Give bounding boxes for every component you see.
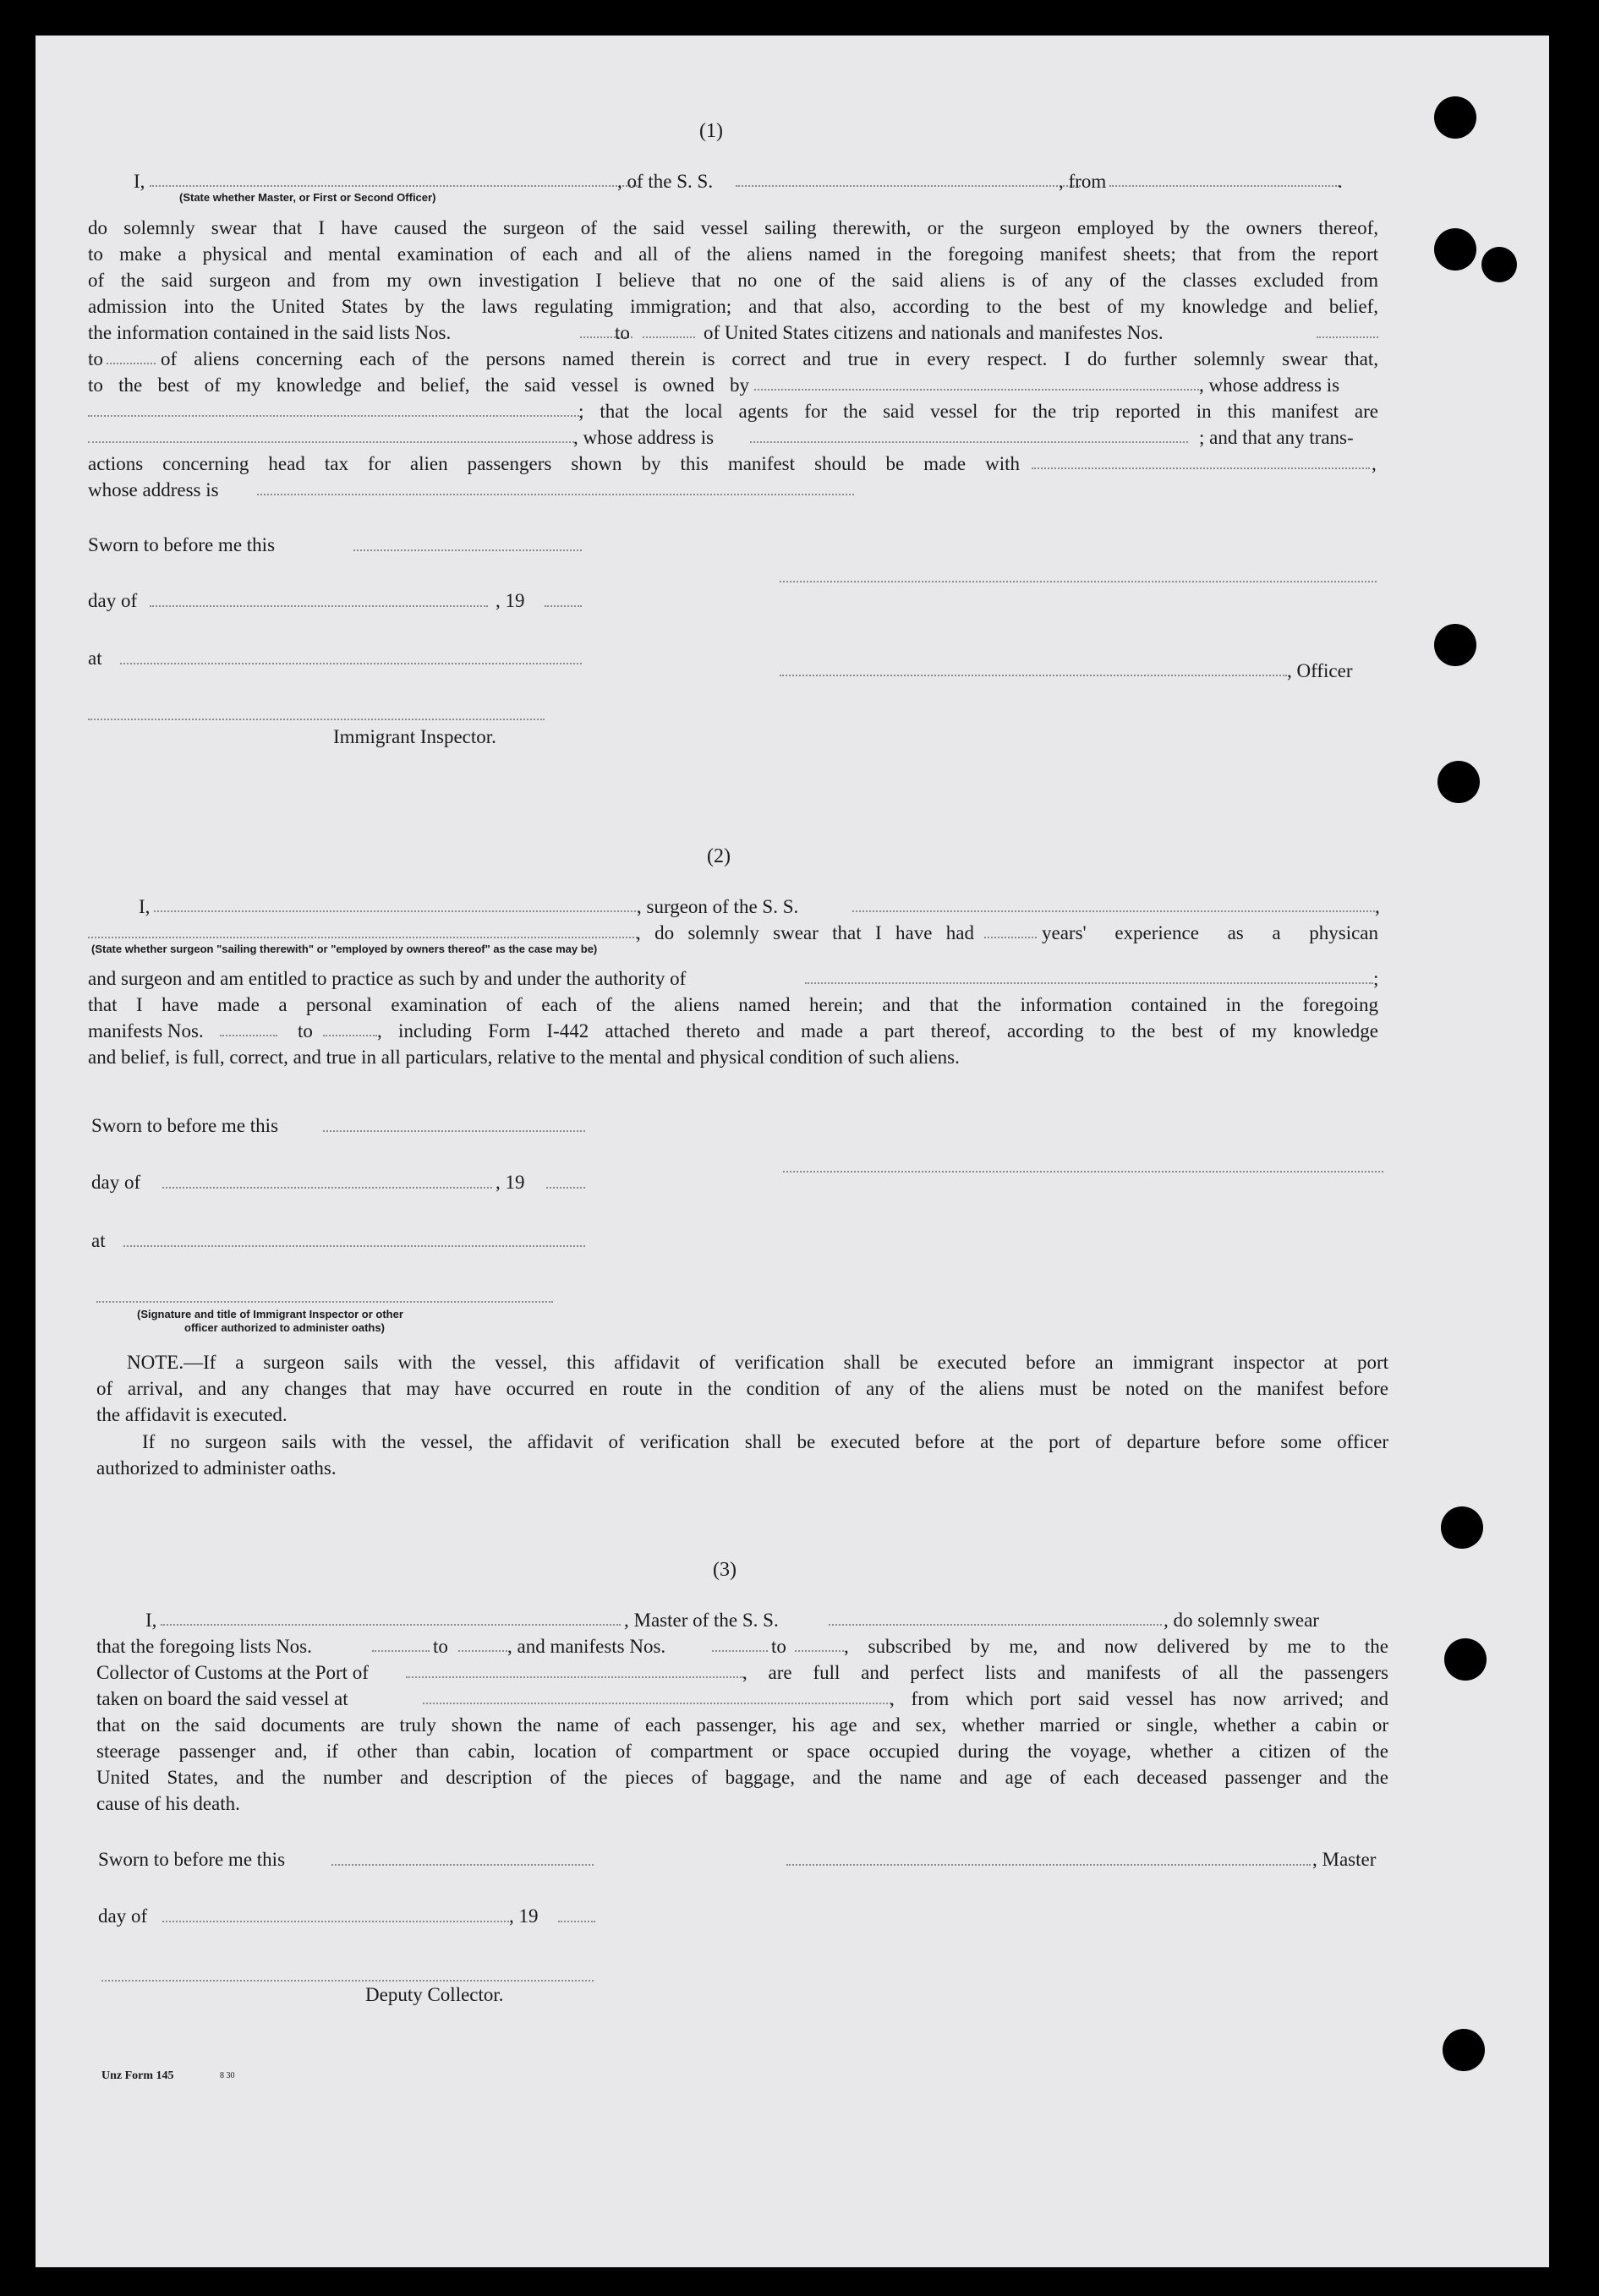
s1-lists-label: the information contained in the said lists Nos. — [88, 322, 452, 343]
section-1-heading: (1) — [699, 120, 723, 142]
s1-i: I, — [134, 171, 145, 192]
s1-period: . — [1338, 171, 1343, 192]
s3-sworn-label: Sworn to before me this — [98, 1849, 286, 1870]
punch-hole — [1434, 228, 1476, 271]
s1-inspector-signature-field[interactable] — [88, 719, 545, 720]
head-tax-address-field[interactable] — [257, 494, 854, 495]
s1-year-field[interactable] — [545, 605, 582, 607]
s2-surgeon-of-label: , surgeon of the S. S. — [637, 896, 799, 917]
punch-hole — [1441, 1506, 1483, 1549]
punch-hole — [1437, 761, 1480, 803]
s3-day-of-label: day of — [98, 1905, 148, 1927]
s2-authority-label: and surgeon and am entitled to practice as such by and under the authority of — [88, 968, 687, 989]
s2-place-field[interactable] — [123, 1245, 585, 1247]
s2-note-line-5: authorized to administer oaths. — [96, 1457, 337, 1479]
s1-to-1: to — [615, 322, 630, 343]
s3-para-line-7: United States, and the number and description of the pieces of baggage, and the name and age of each deceased passenger and the — [96, 1767, 1388, 1788]
s2-i: I, — [139, 896, 151, 917]
s2-para-line-5: , including Form I-442 attached thereto and made a part thereof, according to the best of my knowledge — [377, 1020, 1378, 1041]
s3-collector-signature-field[interactable] — [101, 1980, 594, 1982]
master-officer-note: (State whether Master, or First or Second Officer) — [179, 191, 436, 204]
s3-i: I, — [145, 1610, 157, 1631]
s1-manifests-label: of United States citizens and nationals and manifestes Nos. — [704, 322, 1164, 343]
s2-manifests-from-field[interactable] — [220, 1035, 277, 1036]
s2-signature-field[interactable] — [783, 1171, 1383, 1173]
section-3-heading: (3) — [713, 1559, 737, 1581]
form-date: 8 30 — [220, 2071, 235, 2080]
years-experience-field[interactable] — [984, 937, 1037, 938]
s1-officer-field[interactable] — [780, 675, 1287, 676]
punch-hole — [1434, 624, 1476, 666]
s1-comma: , — [1372, 453, 1377, 474]
agents-field[interactable] — [88, 441, 574, 443]
s3-deputy-label: Deputy Collector. — [365, 1984, 504, 2005]
s2-physican-label: years' experience as a physican — [1042, 922, 1378, 943]
s2-comma: , — [1375, 896, 1380, 917]
punch-hole — [1443, 2029, 1485, 2071]
master-name-field[interactable] — [150, 185, 640, 187]
s1-trans-label: ; and that any trans- — [1199, 427, 1354, 448]
s3-arrived-label: , from which port said vessel has now arrived; and — [890, 1688, 1388, 1709]
s3-subscribed-label: , subscribed by me, and now delivered by me to the — [844, 1636, 1388, 1657]
s2-vessel-field[interactable] — [852, 910, 1378, 912]
s1-officer-label: , Officer — [1287, 660, 1353, 681]
s1-owner-address-label: , whose address is — [1199, 374, 1340, 396]
s1-from: , from — [1059, 171, 1107, 192]
s3-swear-label: , do solemnly swear — [1164, 1610, 1319, 1631]
s3-master-label: , Master — [1312, 1849, 1377, 1870]
s2-at-label: at — [91, 1230, 106, 1251]
s3-lists-label: that the foregoing lists Nos. — [96, 1636, 312, 1657]
s2-to: to — [298, 1020, 313, 1041]
s3-port-field[interactable] — [406, 1676, 744, 1678]
s1-head-tax-label: actions concerning head tax for alien passengers shown by this manifest should be made with — [88, 453, 1020, 474]
manifests-to-field[interactable] — [107, 363, 156, 364]
s1-agents-address-label: , whose address is — [573, 427, 715, 448]
s3-para-line-8: cause of his death. — [96, 1793, 240, 1814]
s1-year-label: , 19 — [496, 590, 525, 611]
s3-manifests-from-field[interactable] — [712, 1650, 768, 1652]
s2-para-line-4: that I have made a personal examination of each of the aliens named herein; and that the information contained in the foregoing — [88, 994, 1378, 1015]
s1-para-line-4: admission into the United States by the laws regulating immigration; and that also, according to the best of my knowledge and belief, — [88, 296, 1378, 317]
owner-address-field[interactable] — [88, 415, 583, 417]
form-sheet — [36, 36, 1549, 2267]
s3-embark-port-field[interactable] — [423, 1703, 891, 1704]
s1-sworn-label: Sworn to before me this — [88, 534, 276, 555]
s3-month-field[interactable] — [162, 1921, 509, 1922]
vessel-name-field[interactable] — [736, 185, 1081, 187]
s3-lists-from-field[interactable] — [372, 1650, 430, 1652]
authority-field[interactable] — [805, 982, 1373, 984]
s3-sworn-date-field[interactable] — [331, 1864, 594, 1866]
head-tax-field[interactable] — [1032, 467, 1370, 469]
s2-month-field[interactable] — [162, 1187, 492, 1189]
s1-para-line-6: of aliens concerning each of the persons named therein is correct and true in every respect. I do further solemnly swear that, — [161, 348, 1378, 369]
s2-year-label: , 19 — [496, 1172, 525, 1193]
owner-field[interactable] — [754, 389, 1202, 391]
s1-to-2: to — [88, 348, 103, 369]
s1-owned-by-label: to the best of my knowledge and belief, the said vessel is owned by — [88, 374, 749, 396]
s2-years-label: , do solemnly swear that I have had — [636, 922, 974, 943]
punch-hole — [1434, 96, 1476, 139]
s1-place-field[interactable] — [120, 663, 582, 664]
surgeon-type-field[interactable] — [88, 937, 638, 938]
s1-para-line-3: of the said surgeon and from my own investigation I believe that no one of the said aliens is of any of the classes excluded from — [88, 270, 1378, 291]
agents-address-field[interactable] — [750, 441, 1188, 443]
form-id: Unz Form 145 — [101, 2069, 174, 2082]
s1-para-line-1: do solemnly swear that I have caused the surgeon of the said vessel sailing therewith, or the surgeon employed by the owners thereof, — [88, 217, 1378, 238]
s2-note-line-4: If no surgeon sails with the vessel, the affidavit of verification shall be executed before at the port of departure before some officer — [142, 1431, 1388, 1452]
s2-sig-note-1: (Signature and title of Immigrant Inspector or other — [137, 1308, 403, 1320]
punch-hole — [1481, 247, 1517, 282]
s2-note-line-2: of arrival, and any changes that may have occurred en route in the condition of any of the aliens must be noted on the manifest before — [96, 1378, 1388, 1399]
s3-year-label: , 19 — [509, 1905, 539, 1927]
s3-taken-on-board-label: taken on board the said vessel at — [96, 1688, 348, 1709]
s3-to-2: to — [771, 1636, 786, 1657]
s1-whose-address-label: whose address is — [88, 479, 219, 500]
s1-of-ss: , of the S. S. — [617, 171, 714, 192]
s1-para-line-2: to make a physical and mental examination of each and all of the aliens named in the foregoing manifest sheets; that from the report — [88, 243, 1378, 265]
s2-sworn-date-field[interactable] — [323, 1130, 585, 1132]
from-port-field[interactable] — [1109, 185, 1339, 187]
s2-inspector-signature-field[interactable] — [96, 1301, 553, 1303]
s2-note-line-1: NOTE.—If a surgeon sails with the vessel, this affidavit of verification shall be executed before an immigrant inspector at port — [127, 1352, 1388, 1373]
s2-para-line-6: and belief, is full, correct, and true in all particulars, relative to the mental and physical condition of such aliens. — [88, 1047, 960, 1068]
s3-master-of-label: , Master of the S. S. — [624, 1610, 779, 1631]
s3-perfect-lists-label: , are full and perfect lists and manifests of all the passengers — [742, 1662, 1388, 1683]
s3-vessel-field[interactable] — [829, 1624, 1162, 1626]
manifests-from-field[interactable] — [1317, 336, 1378, 338]
s1-at-label: at — [88, 648, 102, 669]
s3-para-line-6: steerage passenger and, if other than cabin, location of compartment or space occupied during the voyage, whether a citizen of the — [96, 1741, 1388, 1762]
punch-hole — [1444, 1638, 1487, 1681]
s2-manifests-to-field[interactable] — [323, 1035, 377, 1036]
s3-manifests-to-field[interactable] — [795, 1650, 844, 1652]
s3-master-signature-field[interactable] — [786, 1864, 1311, 1866]
s2-semicolon: ; — [1373, 968, 1379, 989]
s1-month-field[interactable] — [150, 605, 488, 607]
s2-day-of-label: day of — [91, 1172, 141, 1193]
s3-lists-to-field[interactable] — [458, 1650, 507, 1652]
surgeon-type-note: (State whether surgeon "sailing therewith" or "employed by owners thereof" as the case may be) — [91, 943, 598, 955]
s1-day-of-label: day of — [88, 590, 138, 611]
s1-inspector-label: Immigrant Inspector. — [333, 726, 496, 747]
surgeon-name-field[interactable] — [154, 910, 639, 912]
s2-year-field[interactable] — [546, 1187, 585, 1189]
section-2-heading: (2) — [707, 845, 731, 867]
s3-para-line-5: that on the said documents are truly shown the name of each passenger, his age and sex, whether married or single, whether a cabin or — [96, 1714, 1388, 1736]
s3-year-field[interactable] — [558, 1921, 595, 1922]
s3-manifests-label: , and manifests Nos. — [507, 1636, 666, 1657]
s2-sig-note-2: officer authorized to administer oaths) — [184, 1321, 385, 1334]
s3-port-label: Collector of Customs at the Port of — [96, 1662, 369, 1683]
s1-signature-field[interactable] — [780, 581, 1377, 582]
lists-to-field[interactable] — [643, 336, 695, 338]
s2-manifests-label: manifests Nos. — [88, 1020, 204, 1041]
s2-sworn-label: Sworn to before me this — [91, 1115, 279, 1136]
s2-note-line-3: the affidavit is executed. — [96, 1404, 287, 1425]
s3-master-name-field[interactable] — [161, 1624, 621, 1626]
s1-sworn-date-field[interactable] — [353, 549, 582, 551]
s1-agents-label: ; that the local agents for the said vessel for the trip reported in this manifest are — [578, 401, 1378, 422]
s3-to-1: to — [433, 1636, 448, 1657]
